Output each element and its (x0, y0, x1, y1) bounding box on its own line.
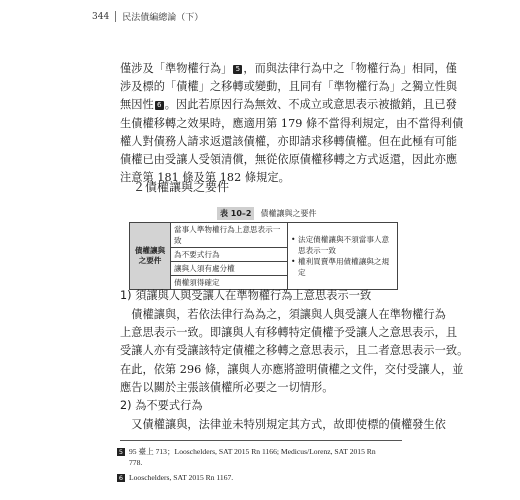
paragraph-line: 債權讓與，若依法律行為為之，須讓與人與受讓人在準物權行為 (120, 308, 446, 321)
table-row-header: 債權讓與 之要件 (130, 223, 171, 290)
footnote-ref[interactable]: 6 (155, 101, 164, 110)
subheading-1: 1) 須讓與人與受讓人在準物權行為上意思表示一致 (120, 289, 372, 302)
paragraph-line: 注意第 181 條及第 182 條規定。 (120, 171, 290, 185)
table-cell: 債權須得確定 (171, 276, 288, 290)
footnote-ref[interactable]: 5 (233, 65, 242, 74)
table-cell: 為不要式行為 (171, 248, 288, 262)
footnote-mark: 5 (118, 448, 124, 456)
note-item: • 權利買賣準用債權讓與之規 定 (291, 257, 390, 277)
running-header (92, 10, 203, 23)
paragraph-line: 權人對債務人請求返還該債權，亦即請求移轉債權。但在此極有可能 (120, 134, 458, 148)
paragraph-1 (120, 60, 464, 187)
header-divider (115, 11, 116, 22)
footnote-5: 5 95 臺上 713；Looschelders, SAT 2015 Rn 1166; Medicus/Lorenz, SAT 2015 Rn 778. (118, 447, 376, 467)
paragraph-line: 又債權讓與，法律並未特別規定其方式，故即使標的債權發生依 (120, 418, 446, 431)
table-caption (217, 207, 316, 220)
table-number: 表 10–2 (217, 207, 254, 220)
paragraph-line: 涉及標的「債權」之移轉或變動，且同有「準物權行為」之獨立性與 (120, 80, 458, 94)
footnote-divider (120, 440, 402, 441)
subheading-2: 2) 為不要式行為 (120, 399, 203, 412)
paragraph-line: 無因性 6 。因此若原因行為無效、不成立或意思表示被撤銷，且已發 (120, 98, 457, 112)
section-heading: ２債權讓與之要件 (133, 180, 230, 194)
requirements-table (129, 222, 398, 290)
bullet-icon: • (291, 257, 296, 266)
footnote-6: 6 Looschelders, SAT 2015 Rn 1167. (118, 473, 234, 482)
paragraph-line: 生債權移轉之效果時，應適用第 179 條不當得利規定，由不當得利債 (120, 116, 464, 130)
table-cell: 讓與人須有處分權 (171, 262, 288, 276)
paragraph-line: 受讓人亦有受讓該特定債權之移轉之意思表示，且二者意思表示一致。 (120, 344, 469, 358)
paragraph-line: 應告以關於主張該債權所必要之一切情形。 (120, 380, 334, 394)
paragraph-line: 在此，依第 296 條，讓與人亦應將證明債權之文件，交付受讓人，並 (120, 362, 464, 376)
page-number: 344 (92, 11, 110, 22)
table-notes-cell (288, 223, 398, 290)
paragraph-line: 僅涉及「準物權行為」 5 ，而與法律行為中之「物權行為」相同，僅 (120, 62, 457, 75)
paragraph-3 (120, 416, 446, 434)
bullet-icon: • (291, 235, 296, 244)
paragraph-line: 債權已由受讓人受領清償，無從依原債權移轉之方式返還，因此亦應 (120, 152, 458, 166)
footnote-mark: 6 (118, 474, 124, 482)
note-item: • 法定債權讓與不須當事人意 思表示一致 (291, 235, 390, 255)
table-cell: 當事人準物權行為上意思表示一致 (171, 223, 288, 248)
book-title: 民法債編總論（下） (122, 13, 204, 23)
paragraph-line: 上意思表示一致。即讓與人有移轉特定債權予受讓人之意思表示，且 (120, 326, 458, 340)
paragraph-2 (120, 306, 469, 397)
table-title: 債權讓與之要件 (260, 209, 317, 218)
